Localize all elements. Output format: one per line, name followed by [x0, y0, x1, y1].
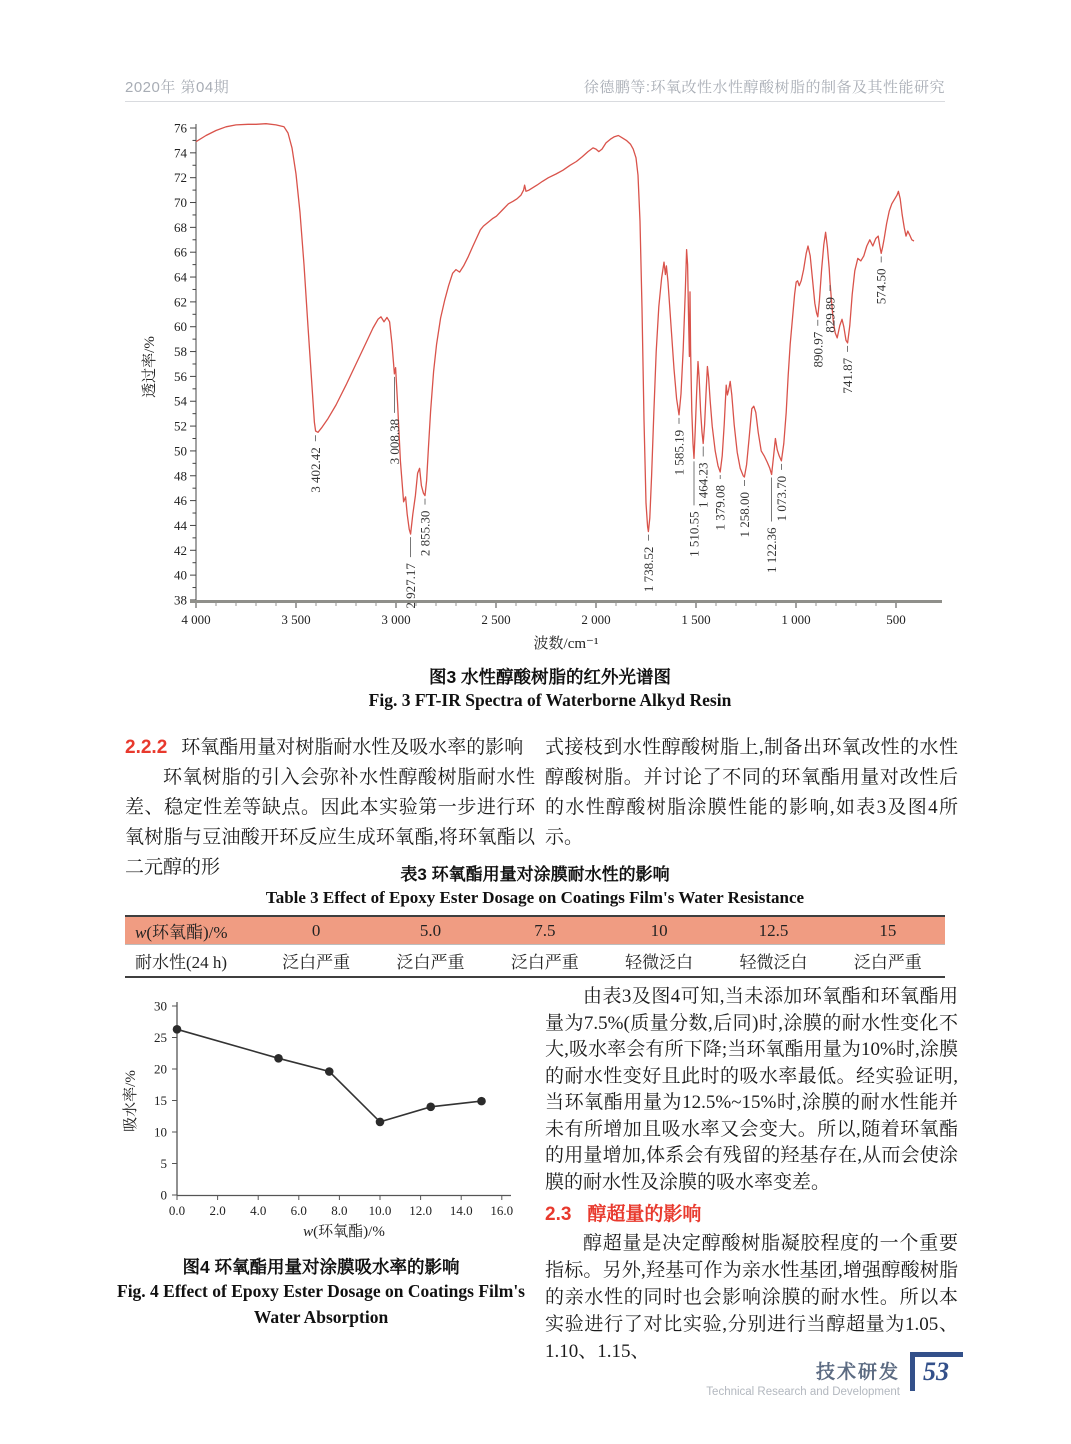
svg-text:25: 25 — [154, 1030, 167, 1045]
svg-text:74: 74 — [174, 145, 187, 161]
table3-data-row — [125, 945, 945, 978]
svg-text:1 000: 1 000 — [781, 612, 811, 627]
table3-cell: 轻微泛白 — [739, 953, 808, 972]
svg-text:54: 54 — [174, 393, 187, 409]
peak-label: 741.87 — [840, 357, 856, 394]
fig3-caption-en: Fig. 3 FT-IR Spectra of Waterborne Alkyd Resin — [368, 690, 732, 710]
svg-text:8.0: 8.0 — [331, 1203, 348, 1218]
header-rule — [125, 101, 945, 102]
peak-label: 1 379.08 — [712, 485, 728, 531]
svg-text:14.0: 14.0 — [449, 1203, 473, 1218]
body-paragraph-alcohol-excess: 醇超量是决定醇酸树脂凝胶程度的一个重要指标。另外,羟基可作为亲水性基团,增强醇酸树脂的亲水性的同时也会影响涂膜的耐水性。所以本实验进行了对比实验,分别进行当醇超量为1.05、1.10、1.15、 — [545, 1233, 958, 1362]
svg-text:3 500: 3 500 — [281, 612, 311, 627]
svg-text:66: 66 — [174, 244, 187, 260]
data-point — [173, 1025, 182, 1034]
peak-label: 2 927.17 — [403, 563, 419, 609]
table3-cell: 0 — [259, 916, 373, 945]
svg-text:48: 48 — [174, 468, 187, 484]
table3-header-row — [125, 916, 945, 945]
svg-text:0: 0 — [160, 1187, 167, 1203]
peak-label: 1 258.00 — [736, 492, 752, 538]
footer-text — [706, 1352, 900, 1398]
table3 — [125, 915, 945, 978]
absorption-ylabel: 吸水率/% — [123, 1070, 139, 1132]
ftir-spectrum-chart — [130, 112, 970, 660]
absorption-svg — [115, 998, 535, 1243]
ftir-curve — [196, 124, 914, 534]
data-point — [426, 1103, 435, 1112]
svg-text:12.0: 12.0 — [409, 1203, 432, 1218]
svg-text:40: 40 — [174, 567, 187, 583]
svg-text:44: 44 — [174, 517, 187, 533]
svg-text:72: 72 — [174, 170, 187, 186]
table3-caption-en: Table 3 Effect of Epoxy Ester Dosage on Coatings Film's Water Resistance — [265, 888, 805, 907]
page-number-box — [910, 1352, 963, 1391]
svg-text:500: 500 — [886, 612, 906, 627]
body-paragraph-discussion: 由表3及图4可知,当未添加环氧酯和环氧酯用量为7.5%(质量分数,后同)时,涂膜的耐水性变化不大,吸水率会有所下降;当环氧酯用量为10%时,涂膜的耐水性变好且此时的吸水率最低。经实验证明,当环氧酯用量为12.5%~15%时,涂膜的耐水性能并未有所增加且吸水率又会变大。所以,随着环氧酯的用量增加,体系会有残留的羟基存在,从而会使涂膜的耐水性及涂膜的吸水率变差。 — [545, 986, 958, 1193]
svg-text:42: 42 — [174, 542, 187, 558]
data-point — [274, 1054, 283, 1063]
table3-cell: 15 — [831, 916, 945, 945]
table3-cell: 泛白严重 — [282, 953, 351, 972]
table3-cell: 泛白严重 — [396, 953, 465, 972]
table3-caption-cn: 表3 环氧酯用量对涂膜耐水性的影响 — [400, 865, 670, 884]
table3-block — [125, 860, 945, 978]
section-number: 2.2.2 — [125, 737, 168, 758]
svg-text:16.0: 16.0 — [490, 1203, 514, 1218]
section-title: 环氧酯用量对树脂耐水性及吸水率的影响 — [181, 737, 524, 758]
svg-text:30: 30 — [154, 998, 167, 1014]
peak-label: 1 585.19 — [671, 429, 687, 476]
peak-label: 1 738.52 — [640, 546, 656, 593]
svg-text:2 500: 2 500 — [481, 612, 511, 627]
page-number: 53 — [923, 1357, 949, 1386]
svg-text:52: 52 — [174, 418, 187, 434]
svg-text:1 500: 1 500 — [681, 612, 711, 627]
data-point — [477, 1097, 486, 1106]
peak-label: 574.50 — [873, 268, 889, 305]
table3-cell: w(环氧酯)/% — [125, 916, 259, 945]
peak-label: 1 073.70 — [773, 475, 789, 522]
peak-label: 829.89 — [822, 297, 838, 333]
peak-label: 1 510.55 — [686, 511, 702, 557]
svg-text:68: 68 — [174, 219, 187, 235]
water-absorption-chart — [115, 998, 535, 1243]
svg-text:46: 46 — [174, 493, 187, 509]
section-heading — [125, 733, 535, 763]
data-point — [325, 1067, 334, 1076]
svg-text:4.0: 4.0 — [250, 1203, 267, 1218]
data-point — [376, 1118, 385, 1127]
body-paragraph-right-top: 式接枝到水性醇酸树脂上,制备出环氧改性的水性醇酸树脂。并讨论了不同的环氧酯用量对改性后的水性醇酸树脂涂膜性能的影响,如表3及图4所示。 — [545, 737, 958, 848]
svg-text:15: 15 — [154, 1093, 167, 1108]
table3-cell: 耐水性(24 h) — [135, 953, 228, 972]
svg-text:4 000: 4 000 — [181, 612, 211, 627]
peak-label: 1 122.36 — [764, 527, 780, 574]
page-header — [125, 76, 945, 97]
svg-text:20: 20 — [154, 1061, 167, 1077]
svg-text:5: 5 — [160, 1156, 167, 1171]
peak-label: 2 855.30 — [417, 510, 433, 557]
ftir-svg — [130, 112, 970, 660]
svg-text:76: 76 — [174, 120, 187, 136]
header-running-title: 徐德鹏等:环氧改性水性醇酸树脂的制备及其性能研究 — [583, 79, 945, 96]
svg-text:2 000: 2 000 — [581, 612, 611, 627]
ftir-ylabel: 透过率/% — [142, 336, 158, 398]
right-column-bottom — [545, 984, 958, 1365]
fig3-caption-cn: 图3 水性醇酸树脂的红外光谱图 — [428, 667, 672, 687]
table3-cell: 泛白严重 — [853, 953, 922, 972]
svg-text:3 000: 3 000 — [381, 612, 411, 627]
absorption-xlabel: w(环氧酯)/% — [303, 1224, 385, 1240]
section-title: 醇超量的影响 — [587, 1204, 702, 1225]
peak-label: 3 402.42 — [308, 447, 324, 493]
table3-cell: 7.5 — [488, 916, 602, 945]
svg-text:10.0: 10.0 — [368, 1203, 392, 1218]
svg-text:62: 62 — [174, 294, 187, 310]
peak-label: 1 464.23 — [695, 462, 711, 508]
svg-text:64: 64 — [174, 269, 187, 285]
section-2-3 — [545, 1200, 958, 1230]
svg-text:50: 50 — [174, 443, 187, 459]
svg-text:6.0: 6.0 — [290, 1203, 307, 1218]
svg-text:38: 38 — [174, 592, 187, 608]
table3-cell: 12.5 — [716, 916, 830, 945]
svg-text:70: 70 — [174, 195, 187, 211]
page-footer — [706, 1352, 963, 1398]
svg-text:56: 56 — [174, 368, 187, 384]
table3-cell: 轻微泛白 — [625, 953, 694, 972]
footer-section-cn: 技术研发 — [815, 1362, 900, 1383]
table3-cell: 10 — [602, 916, 716, 945]
svg-text:10: 10 — [154, 1124, 167, 1140]
body-paragraph-left: 环氧树脂的引入会弥补水性醇酸树脂耐水性差、稳定性差等缺点。因此本实验第一步进行环氧树脂与豆油酸开环反应生成环氧酯,将环氧酯以二元醇的形 — [125, 767, 535, 878]
svg-text:58: 58 — [174, 344, 187, 360]
section-number: 2.3 — [545, 1204, 572, 1225]
fig4-caption-en-line1: Fig. 4 Effect of Epoxy Ester Dosage on Coatings Film's — [117, 1281, 525, 1301]
fig4-caption-en-line2: Water Absorption — [253, 1307, 389, 1327]
svg-text:2.0: 2.0 — [209, 1203, 226, 1218]
fig4-caption-cn: 图4 环氧酯用量对涂膜吸水率的影响 — [182, 1257, 460, 1277]
svg-text:0.0: 0.0 — [168, 1203, 186, 1218]
table3-cell: 5.0 — [373, 916, 487, 945]
ftir-xlabel: 波数/cm⁻¹ — [533, 636, 599, 652]
svg-text:60: 60 — [174, 319, 187, 335]
header-issue: 2020年 第04期 — [125, 79, 230, 96]
table3-cell: 泛白严重 — [510, 953, 579, 972]
peak-label: 3 008.38 — [386, 418, 402, 465]
footer-section-en: Technical Research and Development — [706, 1386, 900, 1398]
peak-label: 890.97 — [810, 331, 826, 368]
